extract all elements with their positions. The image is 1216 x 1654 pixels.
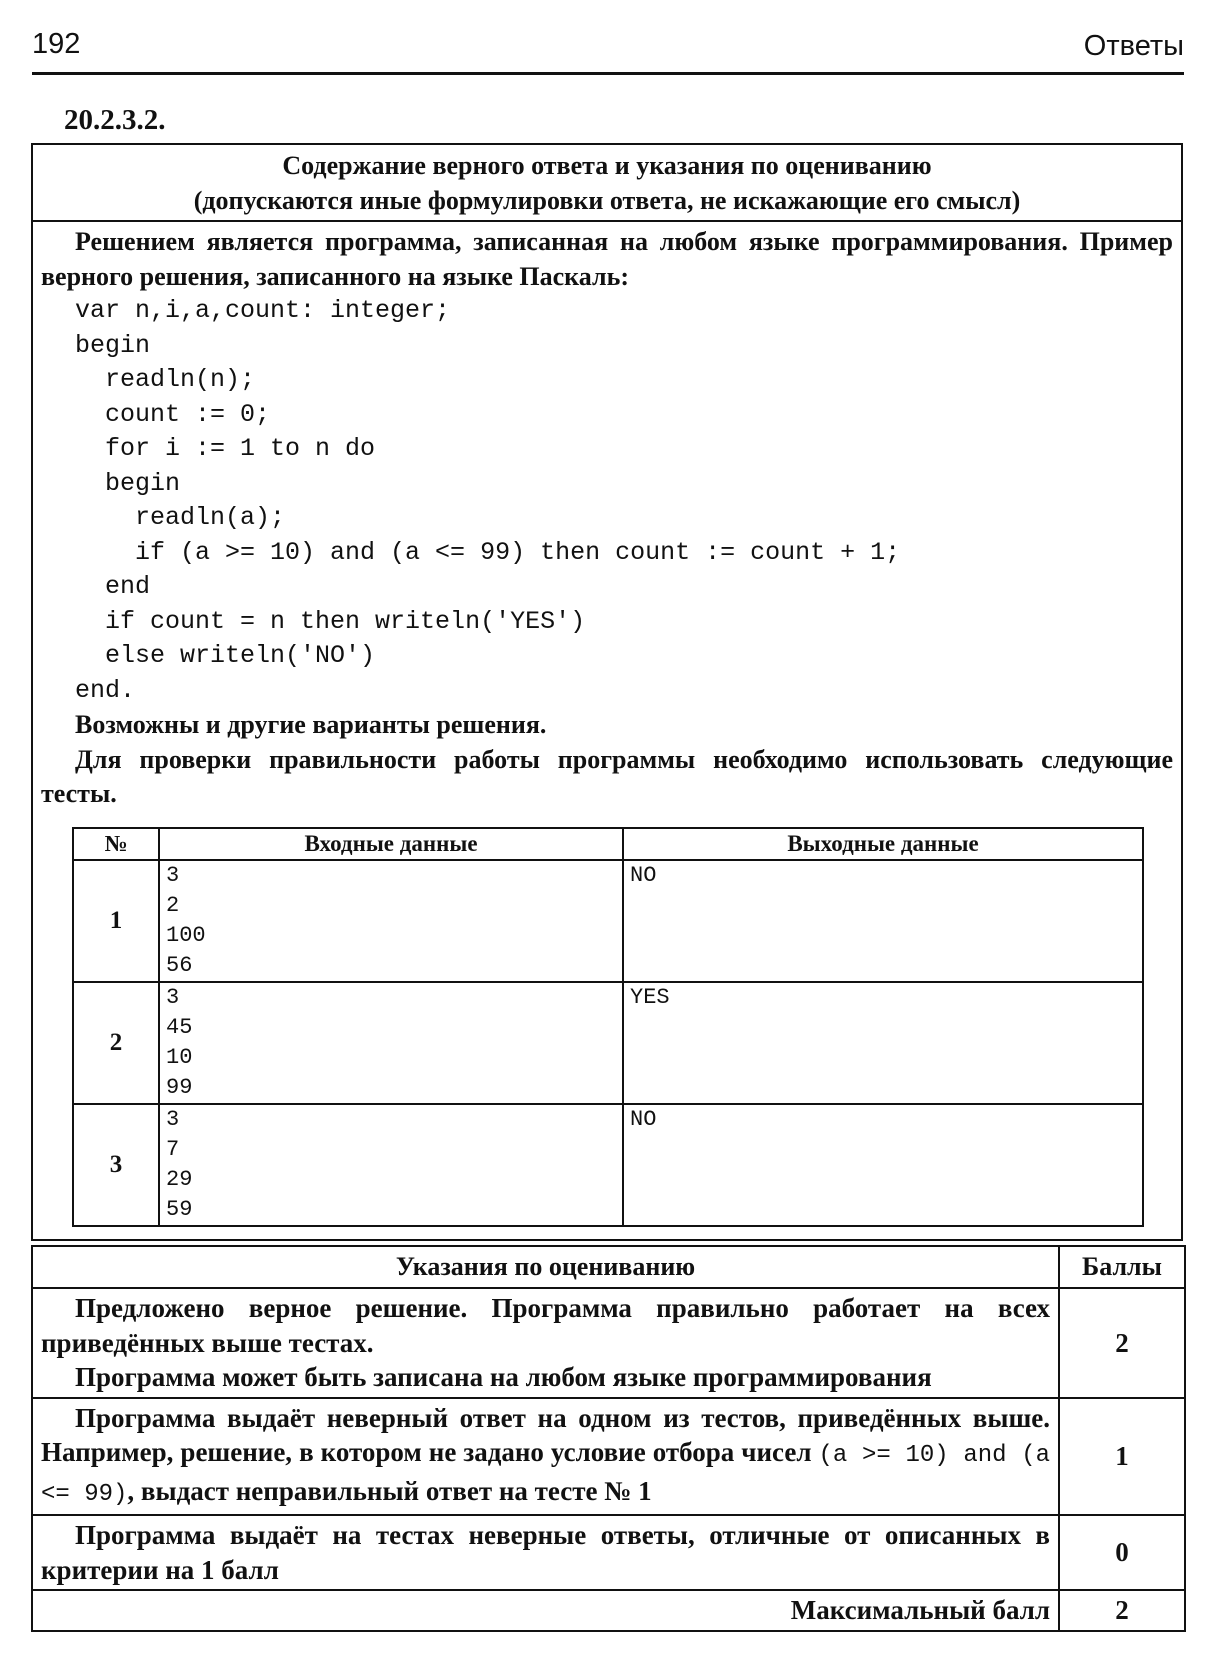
test-row bbox=[73, 982, 1143, 1104]
title-line-1: Содержание верного ответа и указания по оцениванию bbox=[282, 151, 932, 180]
input-line: 3 bbox=[166, 863, 180, 888]
input-line: 100 bbox=[166, 923, 206, 948]
page-header bbox=[32, 22, 1184, 75]
test-number: 3 bbox=[73, 1104, 159, 1226]
input-line: 45 bbox=[166, 1015, 193, 1040]
test-output: YES bbox=[623, 982, 1143, 1104]
criteria-text: Программа может быть записана на любом языке программирования bbox=[75, 1362, 932, 1392]
title-line-2: (допускаются иные формулировки ответа, не искажающие его смысл) bbox=[193, 186, 1021, 215]
col-header-output: Выходные данные bbox=[623, 828, 1143, 860]
criteria-text: Предложено верное решение. Программа правильно работает на всех приведённых выше тестах. bbox=[41, 1293, 1050, 1358]
input-line: 2 bbox=[166, 893, 180, 918]
test-number: 2 bbox=[73, 982, 159, 1104]
criteria-text-part: Программа выдаёт неверный ответ на одном из тестов, приведённых выше. Например, решение, в котором не задано условие отбора чисел bbox=[41, 1402, 1050, 1467]
tests-intro-text: Для проверки правильности работы программы необходимо использовать следующие тесты. bbox=[41, 744, 1173, 808]
input-line: 56 bbox=[166, 953, 193, 978]
page-number: 192 bbox=[32, 28, 81, 60]
input-line: 7 bbox=[166, 1137, 180, 1162]
input-line: 3 bbox=[166, 985, 180, 1010]
input-line: 29 bbox=[166, 1167, 193, 1192]
answer-box bbox=[31, 143, 1183, 1241]
code-block bbox=[75, 294, 1173, 708]
test-number: 1 bbox=[73, 860, 159, 982]
task-number: 20.2.3.2. bbox=[64, 104, 166, 136]
code-line: end bbox=[75, 572, 151, 601]
test-input bbox=[159, 1104, 623, 1226]
test-output: NO bbox=[623, 1104, 1143, 1226]
criteria-table bbox=[31, 1245, 1186, 1632]
other-solutions-text: Возможны и другие варианты решения. bbox=[75, 710, 547, 739]
code-line: else writeln('NO') bbox=[75, 641, 376, 670]
criteria-row bbox=[32, 1515, 1185, 1590]
criteria-text: Программа выдаёт на тестах неверные ответы, отличные от описанных в критерии на 1 балл bbox=[41, 1520, 1050, 1585]
criteria-text-part: , выдаст неправильный ответ на тесте № 1 bbox=[127, 1475, 652, 1506]
test-input bbox=[159, 860, 623, 982]
tests-table bbox=[72, 827, 1144, 1227]
input-line: 3 bbox=[166, 1107, 180, 1132]
code-line: var n,i,a,count: integer; bbox=[75, 296, 451, 325]
code-line: readln(a); bbox=[75, 503, 286, 532]
code-line: end. bbox=[75, 675, 136, 705]
code-line: if count = n then writeln('YES') bbox=[75, 606, 586, 636]
test-input bbox=[159, 982, 623, 1104]
criteria-header: Указания по оцениванию bbox=[32, 1246, 1059, 1288]
code-line: begin bbox=[75, 468, 181, 498]
criteria-points: 1 bbox=[1059, 1398, 1185, 1516]
code-line: begin bbox=[75, 330, 151, 360]
section-title: Ответы bbox=[1083, 30, 1184, 62]
input-line: 59 bbox=[166, 1197, 193, 1222]
max-points-value: 2 bbox=[1059, 1590, 1185, 1631]
intro-text: Решением является программа, записанная на любом языке программирования. Пример верного решения, записанного на языке Паскаль: bbox=[41, 227, 1173, 291]
criteria-points: 0 bbox=[1059, 1515, 1185, 1590]
answer-box-title bbox=[33, 145, 1181, 222]
input-line: 99 bbox=[166, 1075, 193, 1100]
code-line: count := 0; bbox=[75, 399, 271, 429]
criteria-row bbox=[32, 1288, 1185, 1398]
criteria-code: (a >= 10) and (a <= 99) bbox=[41, 1442, 1051, 1508]
input-line: 10 bbox=[166, 1045, 193, 1070]
test-row bbox=[73, 860, 1143, 982]
criteria-row bbox=[32, 1398, 1185, 1516]
col-header-number: № bbox=[73, 828, 159, 860]
code-line: if (a >= 10) and (a <= 99) then count := count + 1; bbox=[75, 537, 901, 567]
points-header: Баллы bbox=[1059, 1246, 1185, 1288]
max-points-label: Максимальный балл bbox=[32, 1590, 1059, 1631]
criteria-points: 2 bbox=[1059, 1288, 1185, 1398]
col-header-input: Входные данные bbox=[159, 828, 623, 860]
criteria-text bbox=[41, 1401, 1050, 1513]
test-row bbox=[73, 1104, 1143, 1226]
code-line: readln(n); bbox=[75, 365, 256, 394]
test-output: NO bbox=[623, 860, 1143, 982]
code-line: for i := 1 to n do bbox=[75, 434, 376, 463]
max-points-row bbox=[32, 1590, 1185, 1631]
